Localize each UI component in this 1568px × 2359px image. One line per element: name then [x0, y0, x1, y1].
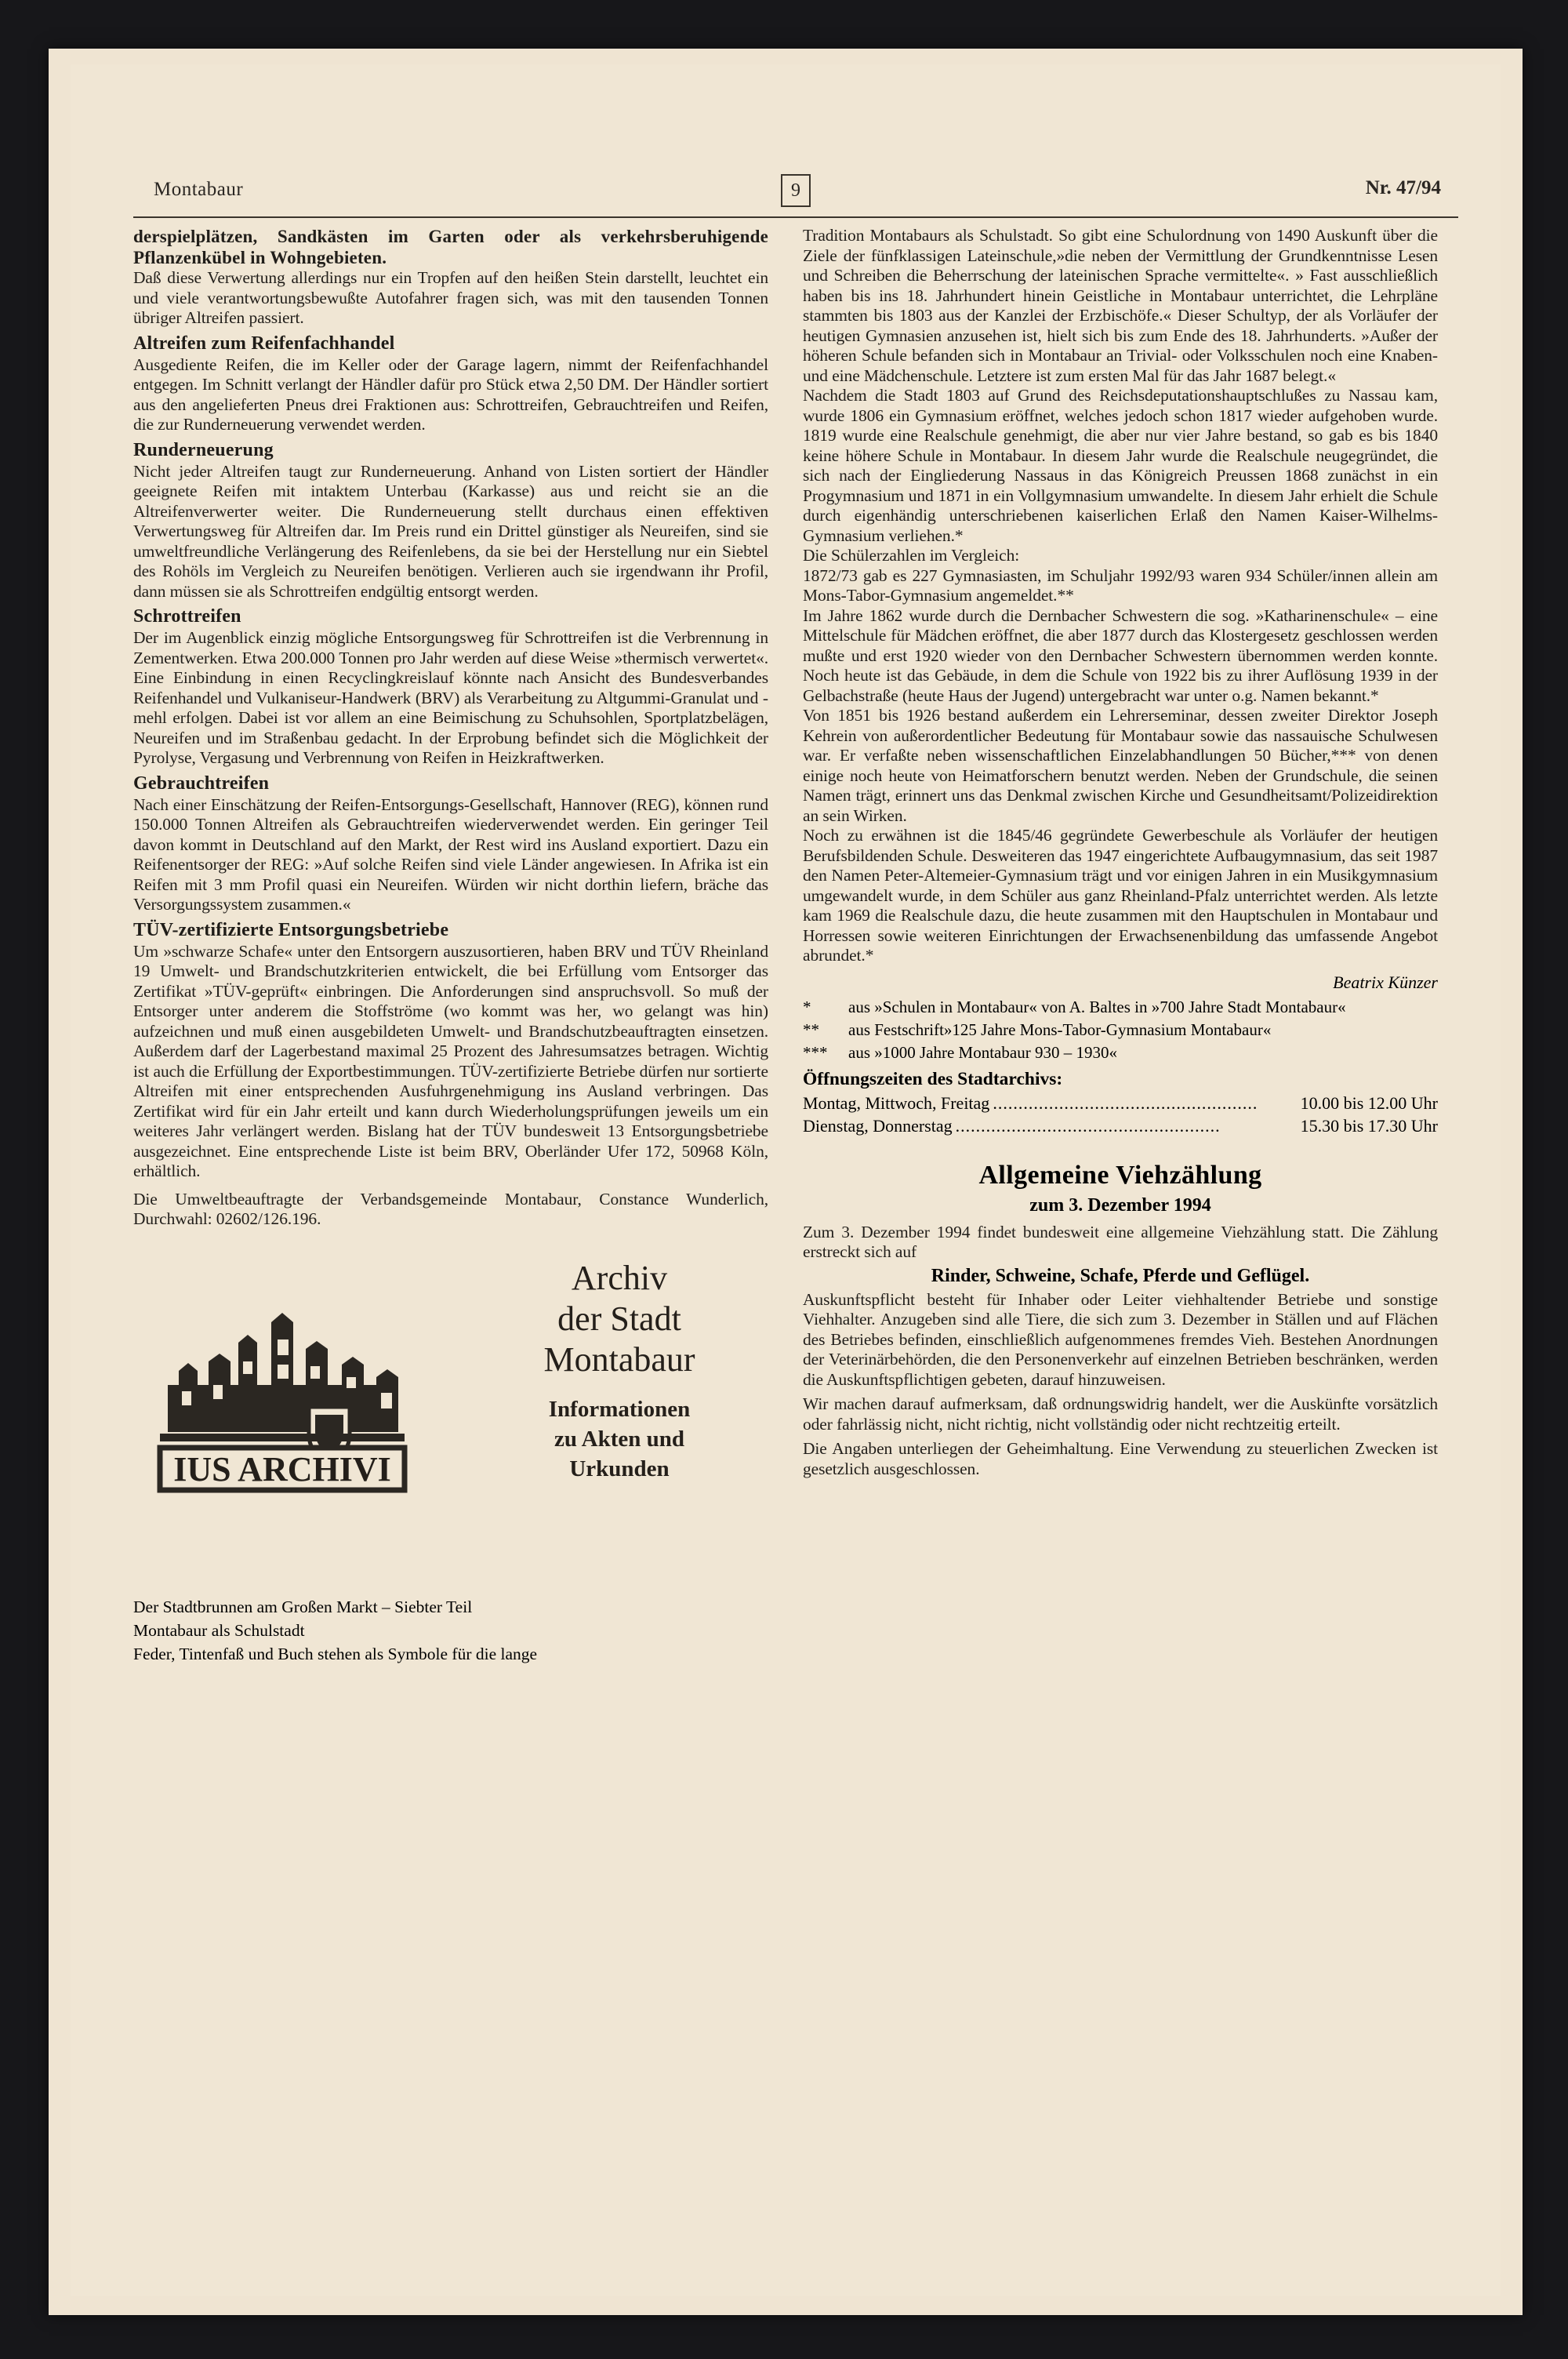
page-number-box: 9 [781, 174, 811, 207]
viehzaehlung-emphasis: Rinder, Schweine, Schafe, Pferde und Geflügel. [931, 1265, 1310, 1286]
right-paragraph-7: Noch zu erwähnen ist die 1845/46 gegründete Gewerbeschule als Vorläufer der heutigen Berufsbildenden Schule. Desweiteren das 1947 eingerichtete Aufbaugymnasium, das seit 1987 den Namen Peter-Altemeier-Gymnasium trägt und vor einigen Jahren in ein Musikgymnasium umgewandelt wurde, in dem Schüler aus ganz Rheinland-Pfalz unterrichtet werden. Als letzte kam 1969 die Realschule dazu, die heute zusammen mit den Hauptschulen in Montabaur und Horressen sowie weiteren Einrichtungen der Erwachsenenbildung das umfassende Angebot abrundet.* [803, 826, 1438, 965]
footnote-1-text: aus »Schulen in Montabaur« von A. Baltes in »700 Jahre Stadt Montabaur« [848, 997, 1346, 1016]
right-paragraph-2: Nachdem die Stadt 1803 auf Grund des Reichsdeputationshauptschlußes zu Nassau kam, wurde 1806 ein Gymnasium eröffnet, welches jedoch schon 1817 wieder aufgehoben wurde. 1819 wurde eine Realschule genehmigt, die aber nur vier Jahre bestand, so gab es bis 1840 keine höhere Schule in Montabaur. In diesem Jahr wurde die Realschule neugegründet, die sich nach der Eingliederung Nassaus in das Königreich Preussen 1868 zunächst in ein Progymnasium und 1871 in ein Vollgymnasium umwandelte. In diesem Jahr erhielt die Schule durch eigenhändig unterschriebenen kaiserlichen Erlaß den Namen Kaiser-Wilhelms-Gymnasium verliehen.* [803, 386, 1438, 545]
two-column-layout [133, 226, 1458, 1666]
leader-dots-1: .................................................... [993, 1092, 1258, 1113]
ad-title-line3: Montabaur [543, 1339, 695, 1379]
section-body-tuev: Um »schwarze Schafe« unter den Entsorgern auszusortieren, haben BRV und TÜV Rheinland 19 Umwelt- und Brandschutzkriterien entwickelt, die bei Erfüllung vom Entsorger das Zertifikat »TÜV-geprüft« einbringen. Die Anforderungen sind anspruchsvoll. So muß der Entsorger unter anderem die Stoffströme (wo kommt was her, wo gelangt was hin) aufzeichnen und muß einen ausgebildeten Umwelt- und Brandschutzbeauftragten einsetzen. Außerdem darf der Lagerbestand maximal 25 Prozent des Jahresumsatzes betragen. Wichtig ist auch die Erfüllung der Exportbestimmungen. TÜV-zertifizierte Betriebe dürfen nur sortierte Altreifen mit einer entsprechenden Ausfuhrgenehmigung ins Ausland verbringen. Das Zertifikat wird für ein Jahr erteilt und kann durch Wiederholungsprüfungen jeweils um ein weiteres Jahr verlängert werden. Bislang hat der TÜV bundesweit 13 Entsorgungsbetriebe ausgezeichnet. Eine entsprechende Liste ist beim BRV, Oberländer Ufer 172, 50968 Köln, erhältlich. [133, 941, 768, 1180]
footnote-3 [803, 1043, 1438, 1063]
archive-ad-text [470, 1258, 768, 1484]
header-rule [133, 216, 1458, 218]
ad-caption-line1: Der Stadtbrunnen am Großen Markt – Siebter Teil [133, 1597, 473, 1616]
lead-paragraph: derspielplätzen, Sandkästen im Garten oder als verkehrsberuhigende Pflanzenkübel in Wohngebieten. [133, 227, 768, 267]
ad-caption-line3: Feder, Tintenfaß und Buch stehen als Symbole für die lange [133, 1644, 538, 1663]
footnote-2 [803, 1020, 1438, 1040]
header-issue: Nr. 47/94 [1365, 177, 1441, 198]
section-heading-runderneuerung: Runderneuerung [133, 439, 274, 460]
right-paragraph-1: Tradition Montabaurs als Schulstadt. So gibt eine Schulordnung von 1490 Auskunft über die Ziele der fünfklassigen Lateinschule,»die neben der Vermittlung der Grundkenntnisse Lesen und Schreiben die Beherrschung der lateinischen Sprache vermittelte«. » Fast ausschließlich haben bis ins 18. Jahrhundert hinein Geistliche in Montabaur unterrichtet, die Lehrpläne stammten bis 1803 aus der Kanzlei der Erzbischöfe.« Dieser Schultyp, der als Vorläufer der heutigen Gymnasien anzusehen ist, hielt sich bis zum Ende des 18. Jahrhunderts. »Außer der höheren Schule befanden sich in Montabaur an Trivial- oder Volksschulen noch eine Knaben- und eine Mädchenschule. Letztere ist zum ersten Mal für das Jahr 1687 belegt.« [803, 226, 1438, 385]
ad-caption-line2: Montabaur als Schulstadt [133, 1620, 305, 1640]
article-signature: Beatrix Künzer [1333, 972, 1438, 992]
header-location: Montabaur [154, 179, 244, 200]
city-archive-emblem-icon [144, 1267, 458, 1503]
viehzaehlung-paragraph-3: Die Angaben unterliegen der Geheimhaltung. Eine Verwendung zu steuerlichen Zwecken ist gesetzlich ausgeschlossen. [803, 1439, 1438, 1478]
ad-sub-line2: zu Akten und [554, 1426, 684, 1452]
right-paragraph-3: Die Schülerzahlen im Vergleich: [803, 546, 1020, 565]
section-heading-tuev: TÜV-zertifizierte Entsorgungsbetriebe [133, 919, 449, 940]
page-content [133, 174, 1458, 1666]
footnote-3-mark: *** [803, 1042, 828, 1062]
right-paragraph-5: Im Jahre 1862 wurde durch die Dernbacher Schwestern die sog. »Katharinenschule« – eine Mittelschule für Mädchen eröffnet, die aber 1877 durch das Klostergesetz geschlossen werden mußte und erst 1920 wieder von den Dernbacher Schwestern übernommen werden konnte. Noch heute ist das Gebäude, in dem die Schule von 1922 bis zu ihrer Auflösung 1939 in der Gelbachstraße (heute Haus der Jugend) untergebracht war unter o.g. Namen bekannt.* [803, 605, 1438, 705]
closing-paragraph: Die Umweltbeauftragte der Verbandsgemeinde Montabaur, Constance Wunderlich, Durchwahl: 02602/126.196. [133, 1189, 768, 1228]
ad-sub-line1: Informationen [548, 1396, 691, 1422]
section-heading-schrottreifen: Schrottreifen [133, 606, 241, 627]
ad-title-line2: der Stadt [557, 1299, 681, 1338]
section-body-gebrauchtreifen: Nach einer Einschätzung der Reifen-Entsorgungs-Gesellschaft, Hannover (REG), können rund 150.000 Tonnen Altreifen als Gebrauchtreifen wiederverwendet werden. Ein geringer Teil davon kommt in Deutschland auf den Markt, der Rest wird ins Ausland exportiert. Dazu ein Reifenentsorger der REG: »Auf solche Reifen sind viele Länder angewiesen. In Afrika ist ein Reifen mit 3 mm Profil quasi ein Neureifen. Würden wir nicht dorthin liefern, bräche das Versorgungssystem zusammen.« [133, 794, 768, 914]
opening-hours-days-1: Montag, Mittwoch, Freitag [803, 1092, 990, 1113]
left-column [133, 226, 768, 1666]
section-body-reifenfachhandel: Ausgediente Reifen, die im Keller oder der Garage lagern, nimmt der Reifenfachhandel entgegen. Im Schnitt verlangt der Händler dafür pro Stück etwa 2,50 DM. Der Händler sortiert aus den angelieferten Pneus drei Fraktionen aus: Schrottreifen, Gebrauchtreifen und Reifen, die zur Runderneuerung verwendet werden. [133, 354, 768, 434]
section-heading-gebrauchtreifen: Gebrauchtreifen [133, 772, 270, 794]
right-paragraph-4: 1872/73 gab es 227 Gymnasiasten, im Schuljahr 1992/93 waren 934 Schüler/innen allein am Mons-Tabor-Gymnasium angemeldet.** [803, 565, 1438, 605]
section-heading-reifenfachhandel: Altreifen zum Reifenfachhandel [133, 333, 395, 354]
archive-logo [144, 1267, 458, 1503]
viehzaehlung-subtitle: zum 3. Dezember 1994 [1029, 1194, 1211, 1216]
footnote-1-mark: * [803, 997, 811, 1016]
section-body-schrottreifen: Der im Augenblick einzig mögliche Entsorgungsweg für Schrottreifen ist die Verbrennung in Zementwerken. Etwa 200.000 Tonnen pro Jahr werden auf diese Weise »thermisch verwertet«. Eine Einbindung in einen Recyclingkreislauf könnte nach Ansicht des Bundesverbandes Reifenhandel und Vulkaniseur-Handwerk (BRV) als Verarbeitung zu Altgummi-Granulat und -mehl erfolgen. Dabei ist vor allem an eine Beimischung zu Schuhsohlen, Sportplatzbelägen, Neureifen und im Straßenbau gedacht. In der Erprobung befindet sich die Möglichkeit der Pyrolyse, Vergasung und Verbrennung von Reifen in Heizkraftwerken. [133, 628, 768, 767]
viehzaehlung-title: Allgemeine Viehzählung [978, 1160, 1262, 1190]
footnote-2-mark: ** [803, 1020, 819, 1039]
archive-advertisement [133, 1253, 768, 1590]
footnote-3-text: aus »1000 Jahre Montabaur 930 – 1930« [848, 1042, 1117, 1062]
lead-body: Daß diese Verwertung allerdings nur ein Tropfen auf den heißen Stein darstellt, leuchtet ein und viele verantwortungsbewußte Autofahrer fragen sich, was mit den tausenden Tonnen übriger Altreifen passiert. [133, 268, 768, 327]
opening-hours-time-2: 15.30 bis 17.30 Uhr [1300, 1115, 1438, 1136]
opening-hours-days-2: Dienstag, Donnerstag [803, 1115, 953, 1136]
opening-hours-heading: Öffnungszeiten des Stadtarchivs: [803, 1068, 1063, 1089]
viehzaehlung-paragraph-1: Auskunftspflicht besteht für Inhaber oder Leiter viehhaltender Betriebe und sonstige Viehhalter. Anzugeben sind alle Tiere, die sich zum 3. Dezember in Ställen und auf Flächen des Betriebes befinden, einschließlich aufgenommenes fremdes Vieh. Bestehen Anordnungen der Veterinärbehörden, die den Personenverkehr auf einzelnen Betrieben beschränken, werden die Auskunftspflichtigen gebeten, darauf hinzuweisen. [803, 1289, 1438, 1389]
opening-hours-row-2 [803, 1114, 1438, 1137]
scanned-page [49, 49, 1523, 2315]
right-paragraph-6: Von 1851 bis 1926 bestand außerdem ein Lehrerseminar, dessen zweiter Direktor Joseph Kehrein von außerordentlicher Bedeutung für Montabaur sowie das nassauische Schulwesen war. Er verfaßte neben wissenschaftlichen Einzelabhandlungen 50 Bücher,*** von denen einige noch heute von Heimatforschern benutzt werden. Neben der Grundschule, die seinen Namen trägt, erinnert uns das Denkmal zwischen Kirche und Gesundheitsamt/Polizeidirektion an sein Wirken. [803, 706, 1438, 825]
viehzaehlung-paragraph-2: Wir machen darauf aufmerksam, daß ordnungswidrig handelt, wer die Auskünfte vorsätzlich oder fahrlässig nicht, nicht richtig, nicht vollständig oder nicht rechtzeitig erteilt. [803, 1394, 1438, 1434]
section-body-runderneuerung: Nicht jeder Altreifen taugt zur Runderneuerung. Anhand von Listen sortiert der Händler geeignete Reifen mit intaktem Unterbau (Karkasse) aus und reicht sie an die Altreifenverwerter weiter. Die Runderneuerung stellt durchaus einen effektiven Verwertungsweg für Altreifen dar. Im Preis rund ein Drittel günstiger als Neureifen, sind sie umweltfreundliche Verlängerung des Reifenlebens, da sie bei der Herstellung nur ein Siebtel des Rohöls im Vergleich zu Neureifen benötigen. Verlieren auch sie irgendwann ihr Profil, dann müssen sie als Schrottreifen endgültig entsorgt werden. [133, 461, 768, 601]
right-column [803, 226, 1438, 1666]
ad-sub-line3: Urkunden [569, 1456, 670, 1481]
opening-hours-row-1 [803, 1092, 1438, 1114]
footnote-2-text: aus Festschrift»125 Jahre Mons-Tabor-Gymnasium Montabaur« [848, 1020, 1272, 1039]
running-header [133, 174, 1458, 210]
leader-dots-2: .................................................... [955, 1115, 1221, 1136]
archive-logo-text: IUS ARCHIVI [173, 1449, 391, 1488]
opening-hours-time-1: 10.00 bis 12.00 Uhr [1300, 1092, 1438, 1113]
page-surface [71, 64, 1501, 2296]
ad-title-line1: Archiv [571, 1258, 668, 1297]
footnote-1 [803, 998, 1438, 1017]
viehzaehlung-intro: Zum 3. Dezember 1994 findet bundesweit eine allgemeine Viehzählung statt. Die Zählung erstreckt sich auf [803, 1222, 1438, 1261]
